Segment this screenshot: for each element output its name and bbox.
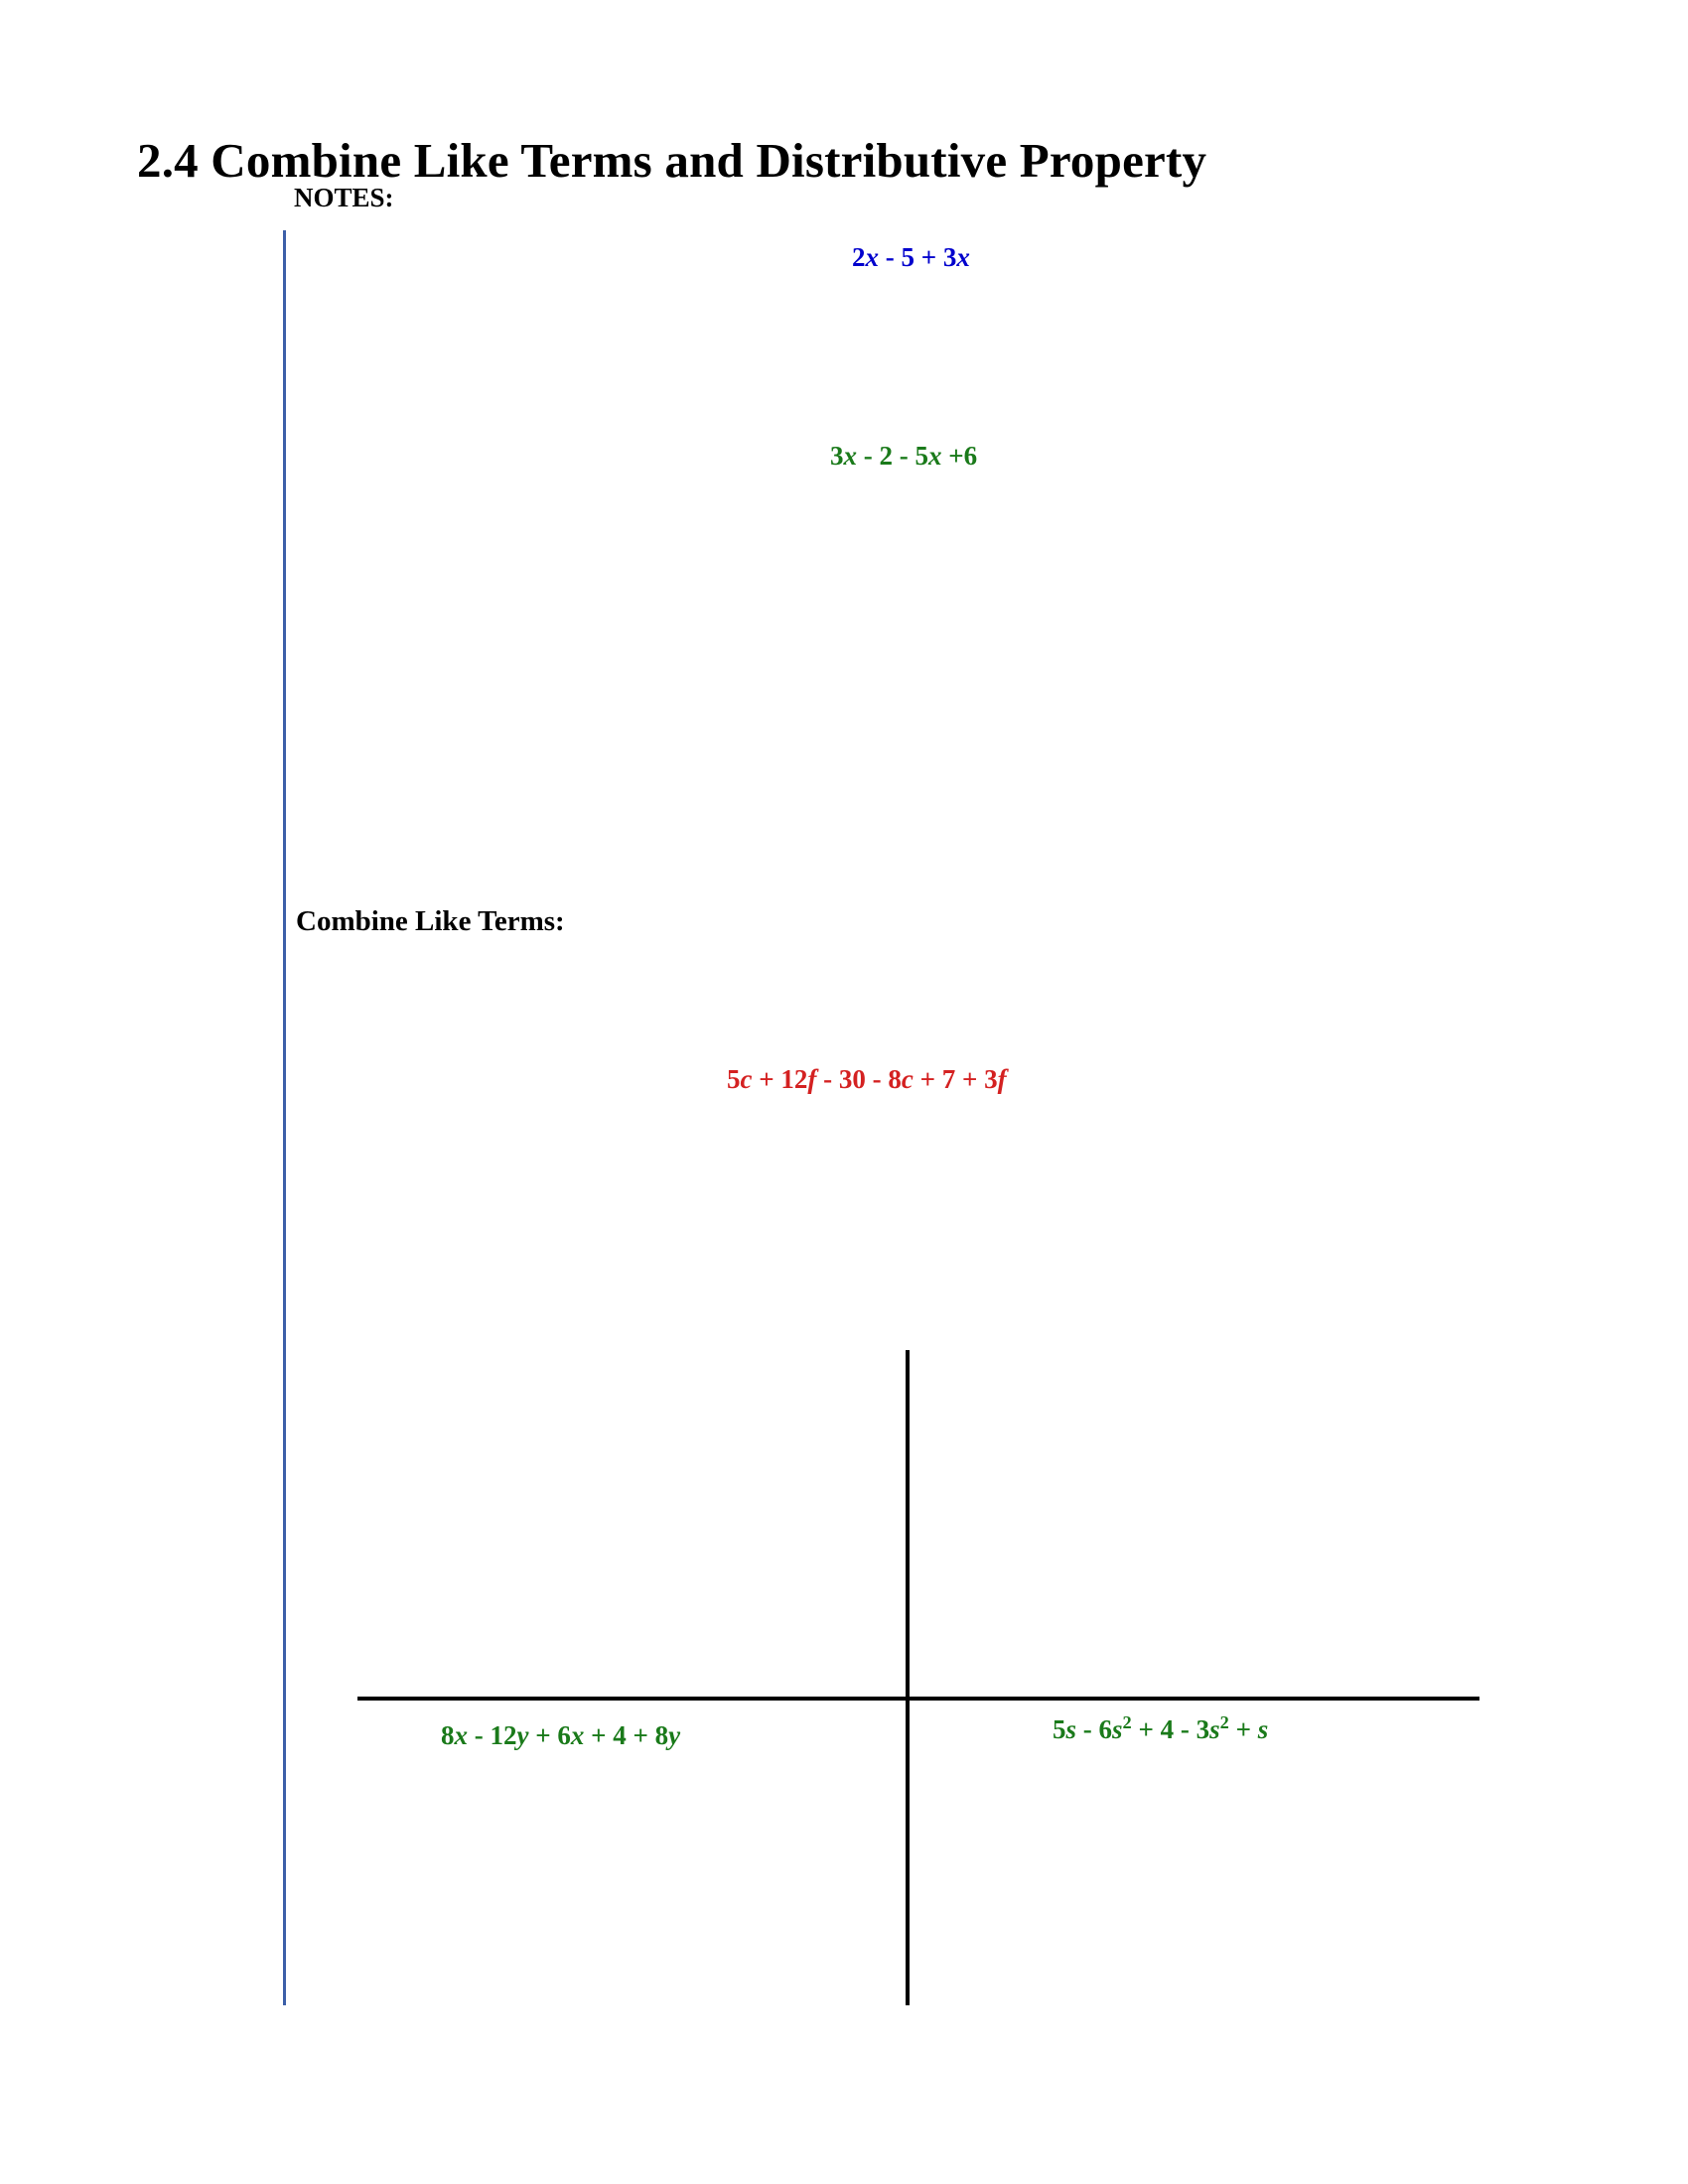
expression-red-1: 5c + 12f - 30 - 8c + 7 + 3f xyxy=(727,1064,1007,1094)
expression-green-3: $5s - 6s^2 + 4 - 3s^2 + s$ xyxy=(1053,1712,1269,1744)
expression-blue-1: 2x - 5 + 3x xyxy=(852,242,970,272)
notes-label: NOTES: xyxy=(294,183,394,212)
expression-green-2: 8x - 12y + 6x + 4 + 8y xyxy=(441,1720,681,1750)
vertical-divider-line xyxy=(906,1350,910,2005)
combine-like-terms-label: Combine Like Terms: xyxy=(296,905,565,937)
horizontal-divider-line xyxy=(357,1697,1479,1701)
page-title: 2.4 Combine Like Terms and Distributive Property xyxy=(137,132,1207,188)
expression-green-1: 3x - 2 - 5x +6 xyxy=(830,441,978,471)
margin-rule-line xyxy=(283,230,286,2005)
